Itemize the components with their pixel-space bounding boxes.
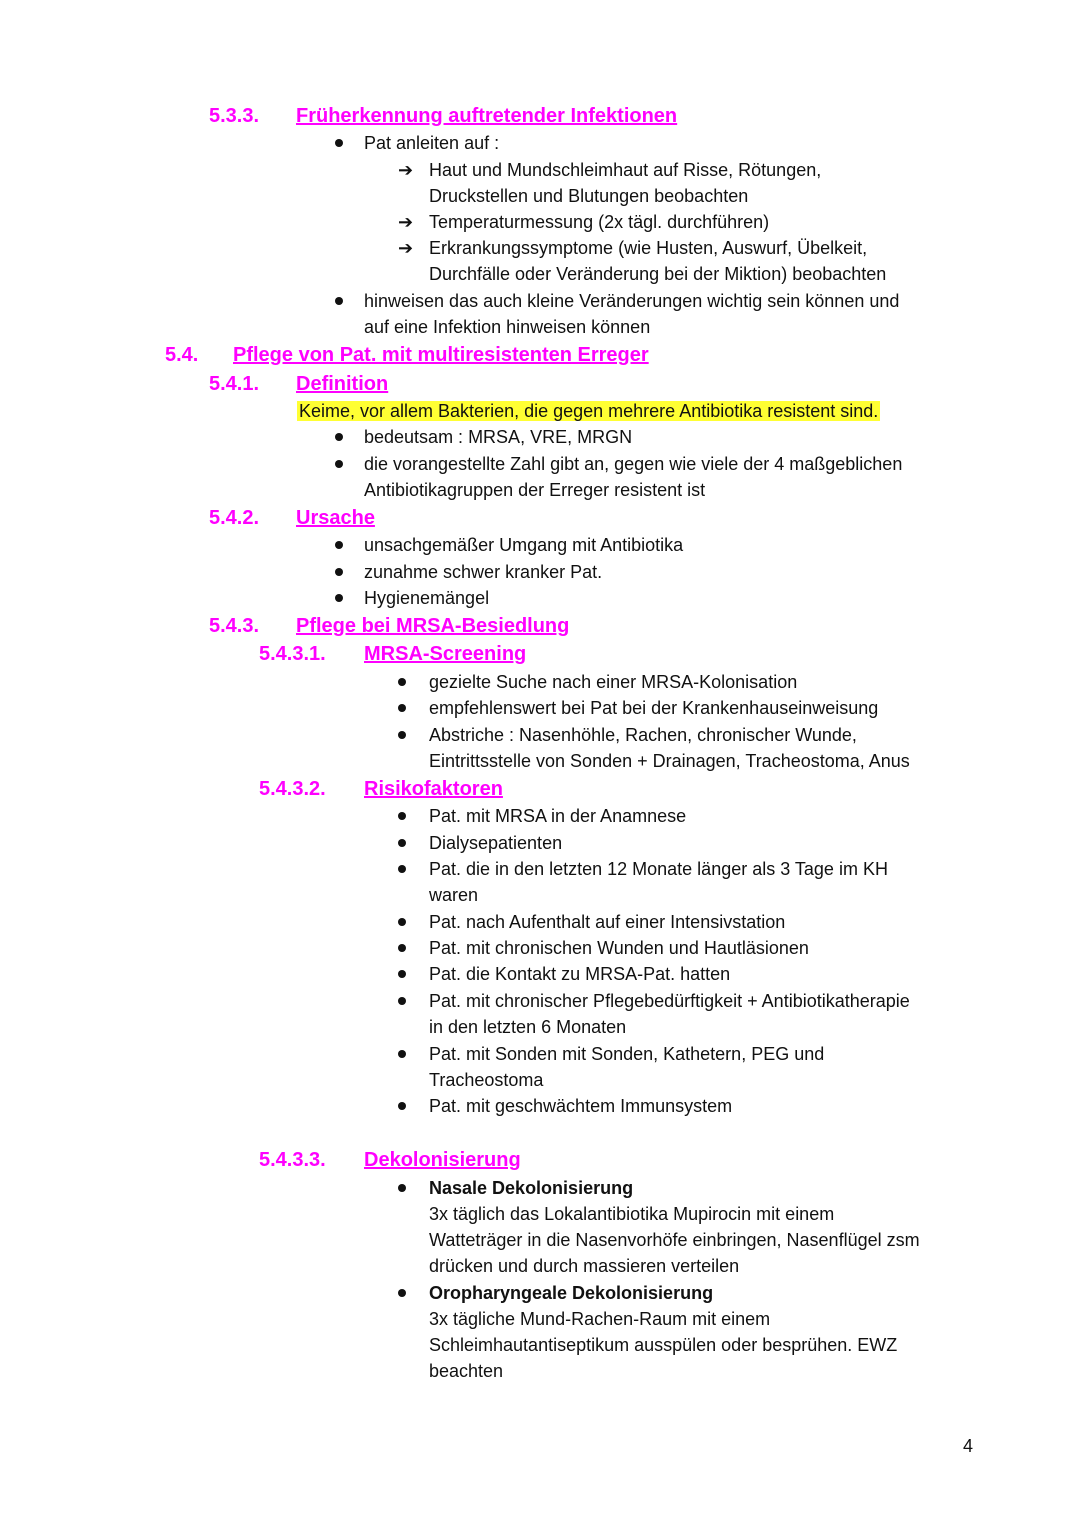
heading-number: 5.4.2. — [209, 507, 260, 529]
list-item: Pat. mit chronischen Wunden und Hautläsionen — [429, 938, 809, 958]
heading-number: 5.4. — [165, 344, 199, 366]
bullet — [398, 988, 406, 1014]
list-item: Pat. die in den letzten 12 Monate länger als 3 Tage im KH — [429, 859, 888, 879]
bullet — [335, 424, 343, 450]
list-item: Pat. mit Sonden mit Sonden, Kathetern, PEG und — [429, 1044, 825, 1064]
list-item: Haut und Mundschleimhaut auf Risse, Rötungen, — [429, 160, 822, 180]
arrow-icon: ➔ — [398, 238, 414, 258]
bullet — [398, 1041, 406, 1067]
bullet — [398, 803, 406, 829]
list-item-cont: Antibiotikagruppen der Erreger resistent ist — [364, 480, 706, 500]
bullet — [335, 451, 343, 477]
heading-title: Ursache — [296, 507, 375, 529]
list-item: Temperaturmessung (2x tägl. durchführen) — [429, 212, 770, 232]
bullet — [335, 130, 343, 156]
bullet — [398, 669, 406, 695]
bullet — [398, 961, 406, 987]
heading-5-3-3 — [209, 103, 259, 129]
list-item: unsachgemäßer Umgang mit Antibiotika — [364, 535, 684, 555]
list-item: Pat. nach Aufenthalt auf einer Intensivstation — [429, 912, 786, 932]
list-item-cont: waren — [429, 885, 479, 905]
heading-number: 5.4.3.3. — [259, 1149, 326, 1171]
heading-title: Dekolonisierung — [364, 1149, 521, 1171]
list-item-title: Oropharyngeale Dekolonisierung — [429, 1283, 714, 1303]
bullet — [398, 722, 406, 748]
heading-number: 5.4.3. — [209, 615, 260, 637]
page-number: 4 — [963, 1436, 974, 1456]
bullet — [398, 935, 406, 961]
heading-5-4-3 — [209, 613, 259, 639]
list-item: Pat. mit geschwächtem Immunsystem — [429, 1096, 733, 1116]
list-item: Dialysepatienten — [429, 833, 563, 853]
heading-number: 5.4.1. — [209, 373, 260, 395]
list-item-cont: in den letzten 6 Monaten — [429, 1017, 627, 1037]
bullet — [335, 585, 343, 611]
bullet — [398, 1093, 406, 1119]
list-item: Pat. mit chronischer Pflegebedürftigkeit + Antibiotikatherapie — [429, 991, 910, 1011]
heading-title: Definition — [296, 373, 389, 395]
list-item: gezielte Suche nach einer MRSA-Kolonisation — [429, 672, 798, 692]
list-item: die vorangestellte Zahl gibt an, gegen wie viele der 4 maßgeblichen — [364, 454, 903, 474]
heading-title: MRSA-Screening — [364, 643, 527, 665]
list-item: bedeutsam : MRSA, VRE, MRGN — [364, 427, 633, 447]
heading-number: 5.3.3. — [209, 105, 260, 127]
list-item-title: Nasale Dekolonisierung — [429, 1178, 634, 1198]
bullet — [398, 909, 406, 935]
bullet — [398, 1280, 406, 1306]
heading-5-4-1 — [209, 371, 259, 397]
heading-title: Pflege von Pat. mit multiresistenten Erreger — [233, 344, 649, 366]
list-item: hinweisen das auch kleine Veränderungen wichtig sein können und — [364, 291, 900, 311]
heading-5-4-2 — [209, 505, 259, 531]
list-item-text: beachten — [429, 1361, 504, 1381]
list-item-text: Watteträger in die Nasenvorhöfe einbringen, Nasenflügel zsm — [429, 1230, 920, 1250]
list-item-cont: Durchfälle oder Veränderung bei der Miktion) beobachten — [429, 264, 887, 284]
list-item: zunahme schwer kranker Pat. — [364, 562, 603, 582]
bullet — [398, 1175, 406, 1201]
arrow-icon: ➔ — [398, 212, 414, 232]
list-item-text: drücken und durch massieren verteilen — [429, 1256, 740, 1276]
arrow-icon: ➔ — [398, 160, 414, 180]
bullet — [335, 532, 343, 558]
list-item-cont: Tracheostoma — [429, 1070, 544, 1090]
list-item-text: 3x täglich das Lokalantibiotika Mupirocin mit einem — [429, 1204, 835, 1224]
list-item: Pat anleiten auf : — [364, 133, 500, 153]
bullet — [398, 695, 406, 721]
list-item-cont: Eintrittsstelle von Sonden + Drainagen, Tracheostoma, Anus — [429, 751, 910, 771]
list-item-text: 3x tägliche Mund-Rachen-Raum mit einem — [429, 1309, 771, 1329]
list-item-cont: Druckstellen und Blutungen beobachten — [429, 186, 749, 206]
heading-number: 5.4.3.2. — [259, 778, 326, 800]
heading-5-4-3-1 — [259, 641, 326, 667]
heading-title: Früherkennung auftretender Infektionen — [296, 105, 678, 127]
list-item: Erkrankungssymptome (wie Husten, Auswurf, Übelkeit, — [429, 238, 868, 258]
list-item: Pat. mit MRSA in der Anamnese — [429, 806, 687, 826]
list-item: empfehlenswert bei Pat bei der Krankenhauseinweisung — [429, 698, 879, 718]
list-item-cont: auf eine Infektion hinweisen können — [364, 317, 651, 337]
heading-5-4-3-2 — [259, 776, 326, 802]
list-item: Hygienemängel — [364, 588, 490, 608]
heading-5-4-3-3 — [259, 1147, 326, 1173]
bullet — [398, 856, 406, 882]
list-item: Abstriche : Nasenhöhle, Rachen, chronischer Wunde, — [429, 725, 857, 745]
heading-title: Risikofaktoren — [364, 778, 503, 800]
list-item: Pat. die Kontakt zu MRSA-Pat. hatten — [429, 964, 731, 984]
heading-5-4 — [165, 342, 198, 368]
bullet — [335, 559, 343, 585]
heading-title: Pflege bei MRSA-Besiedlung — [296, 615, 570, 637]
list-item-text: Schleimhautantiseptikum ausspülen oder besprühen. EWZ — [429, 1335, 898, 1355]
bullet — [335, 288, 343, 314]
highlighted-definition: Keime, vor allem Bakterien, die gegen mehrere Antibiotika resistent sind. — [299, 401, 879, 421]
bullet — [398, 830, 406, 856]
heading-number: 5.4.3.1. — [259, 643, 326, 665]
